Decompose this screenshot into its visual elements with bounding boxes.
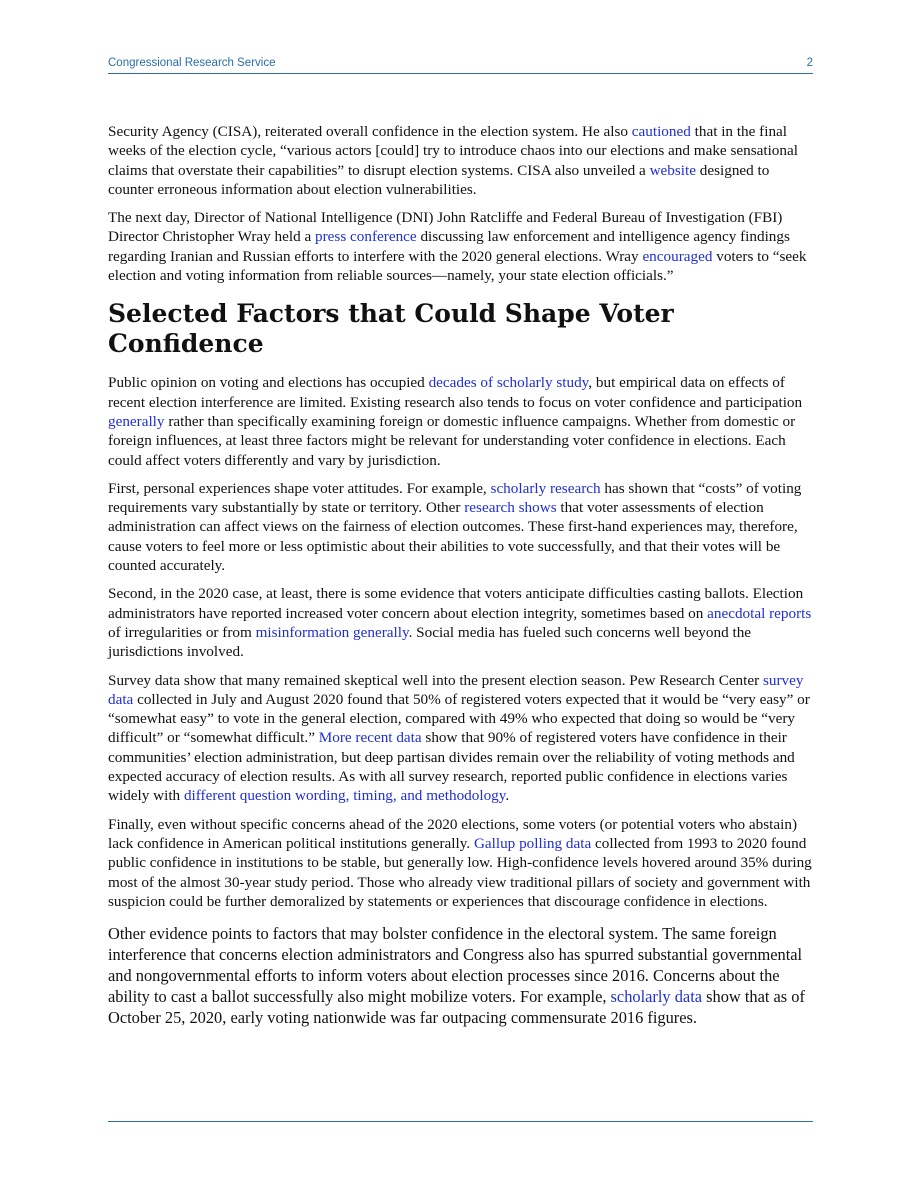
link-question-wording[interactable]: different question wording, timing, and methodology — [183, 787, 506, 805]
text-run: Second, in the 2020 case, at least, there is some evidence that voters anticipate difficulties casting ballots. Election administrators have reported increased voter concern about election integrity, sometimes based on — [108, 585, 804, 622]
link-press-conference[interactable]: press conference — [315, 228, 417, 246]
section-heading: Selected Factors that Could Shape Voter Confidence — [108, 299, 674, 359]
link-decades-of-scholarly-study[interactable]: decades of scholarly study — [428, 374, 589, 392]
link-anecdotal-reports[interactable]: anecdotal reports — [707, 604, 812, 622]
text-run: collected in July and August 2020 found that 50% of registered voters expected that it would be “very easy” or “somewhat easy” to vote in the general election, compared with 49% who expected that doing so would be “very difficult” or “somewhat difficult.” — [108, 690, 810, 747]
text-run: First, personal experiences shape voter attitudes. For example, — [108, 479, 491, 497]
link-research-shows[interactable]: research shows — [464, 499, 557, 517]
page-number: 2 — [806, 57, 813, 69]
link-gallup-polling-data[interactable]: Gallup polling data — [473, 834, 592, 852]
paragraph-institutions — [108, 815, 815, 911]
link-survey-data[interactable]: survey data — [108, 671, 804, 708]
text-run: show that as of October 25, 2020, early voting nationwide was far outpacing commensurate 2016 figures. — [108, 987, 805, 1028]
paragraph-2020-case — [108, 584, 815, 661]
footer-divider — [108, 1121, 813, 1122]
text-run: show that 90% of registered voters have confidence in their communities’ election administration, but deep partisan divides remain over the reliability of voting methods and expected accuracy of election results. As with all survey research, reported public confidence in elections varies widely with — [108, 729, 795, 805]
text-run: Finally, even without specific concerns ahead of the 2020 elections, some voters (or potential voters who abstain) lack confidence in American political institutions generally. — [108, 815, 798, 852]
text-run: voters to “seek election and voting information from reliable sources—namely, your state election officials.” — [108, 247, 807, 285]
text-run: Public opinion on voting and elections has occupied — [108, 374, 429, 392]
paragraph-personal-experiences — [108, 479, 815, 575]
link-scholarly-data[interactable]: scholarly data — [610, 987, 703, 1007]
text-run: Security Agency (CISA), reiterated overall confidence in the election system. He also — [108, 123, 632, 140]
paragraph-survey-data — [108, 671, 815, 806]
text-run: , but empirical data on effects of recent election interference are limited. Existing research also tends to focus on voter confidence and participation — [108, 374, 803, 411]
text-run: The next day, Director of National Intelligence (DNI) John Ratcliffe and Federal Bureau of Investigation (FBI) Director Christopher Wray held a — [108, 209, 783, 246]
text-run: of irregularities or from — [108, 623, 256, 641]
text-run: that voter assessments of election administration can affect views on the fairness of election outcomes. These first-hand experiences may, therefore, cause voters to feel more or less optimistic about their abilities to vote successfully, and that their votes will be counted accurately. — [108, 499, 798, 575]
text-run: that in the final weeks of the election cycle, “various actors [could] try to introduce chaos into our elections and make sensational claims that overstate their capabilities” to disrupt election systems. CISA also unveiled a — [108, 123, 798, 179]
page-header — [108, 56, 813, 74]
text-run: rather than specifically examining foreign or domestic influence campaigns. Whether from domestic or foreign influences, at least three factors might be relevant for understanding voter confidence in elections. Each could affect voters differently and vary by jurisdiction. — [108, 412, 796, 469]
document-body — [108, 122, 815, 1037]
text-run: collected from 1993 to 2020 found public confidence in institutions to be stable, but generally low. High-confidence levels hovered around 35% during most of the almost 30-year study period. Those who already view traditional pillars of society and government with suspicion could be further demoralized by statements or experiences that discourage confidence in elections. — [108, 834, 812, 910]
link-misinformation-generally[interactable]: misinformation generally — [255, 623, 409, 641]
link-encouraged[interactable]: encouraged — [642, 247, 713, 265]
paragraph-dni-fbi — [108, 208, 815, 285]
paragraph-cisa — [108, 122, 815, 199]
text-run: . — [505, 787, 510, 805]
link-generally[interactable]: generally — [108, 412, 165, 430]
text-run: . Social media has fueled such concerns well beyond the jurisdictions involved. — [108, 623, 752, 661]
text-run: discussing law enforcement and intelligence agency findings regarding Iranian and Russian efforts to interfere with the 2020 general elections. Wray — [108, 228, 790, 265]
link-more-recent-data[interactable]: More recent data — [318, 729, 422, 747]
link-scholarly-research[interactable]: scholarly research — [490, 479, 601, 497]
text-run: designed to counter erroneous information about election vulnerabilities. — [108, 161, 770, 198]
text-run: has shown that “costs” of voting requirements vary substantially by state or territory. Other — [108, 479, 802, 517]
text-run: Survey data show that many remained skeptical well into the present election season. Pew Research Center — [108, 671, 763, 689]
text-run: Other evidence points to factors that may bolster confidence in the electoral system. The same foreign interference that concerns election administrators and Congress also has spurred substantial governmental and nongovernmental efforts to inform voters about election processes since 2016. Concerns about the ability to cast a ballot successfully also might mobilize voters. For example, — [108, 924, 803, 1007]
paragraph-bolster-confidence — [108, 923, 815, 1028]
link-cautioned[interactable]: cautioned — [631, 123, 691, 140]
link-website[interactable]: website — [649, 161, 696, 179]
header-source: Congressional Research Service — [108, 57, 276, 69]
paragraph-public-opinion — [108, 373, 815, 469]
